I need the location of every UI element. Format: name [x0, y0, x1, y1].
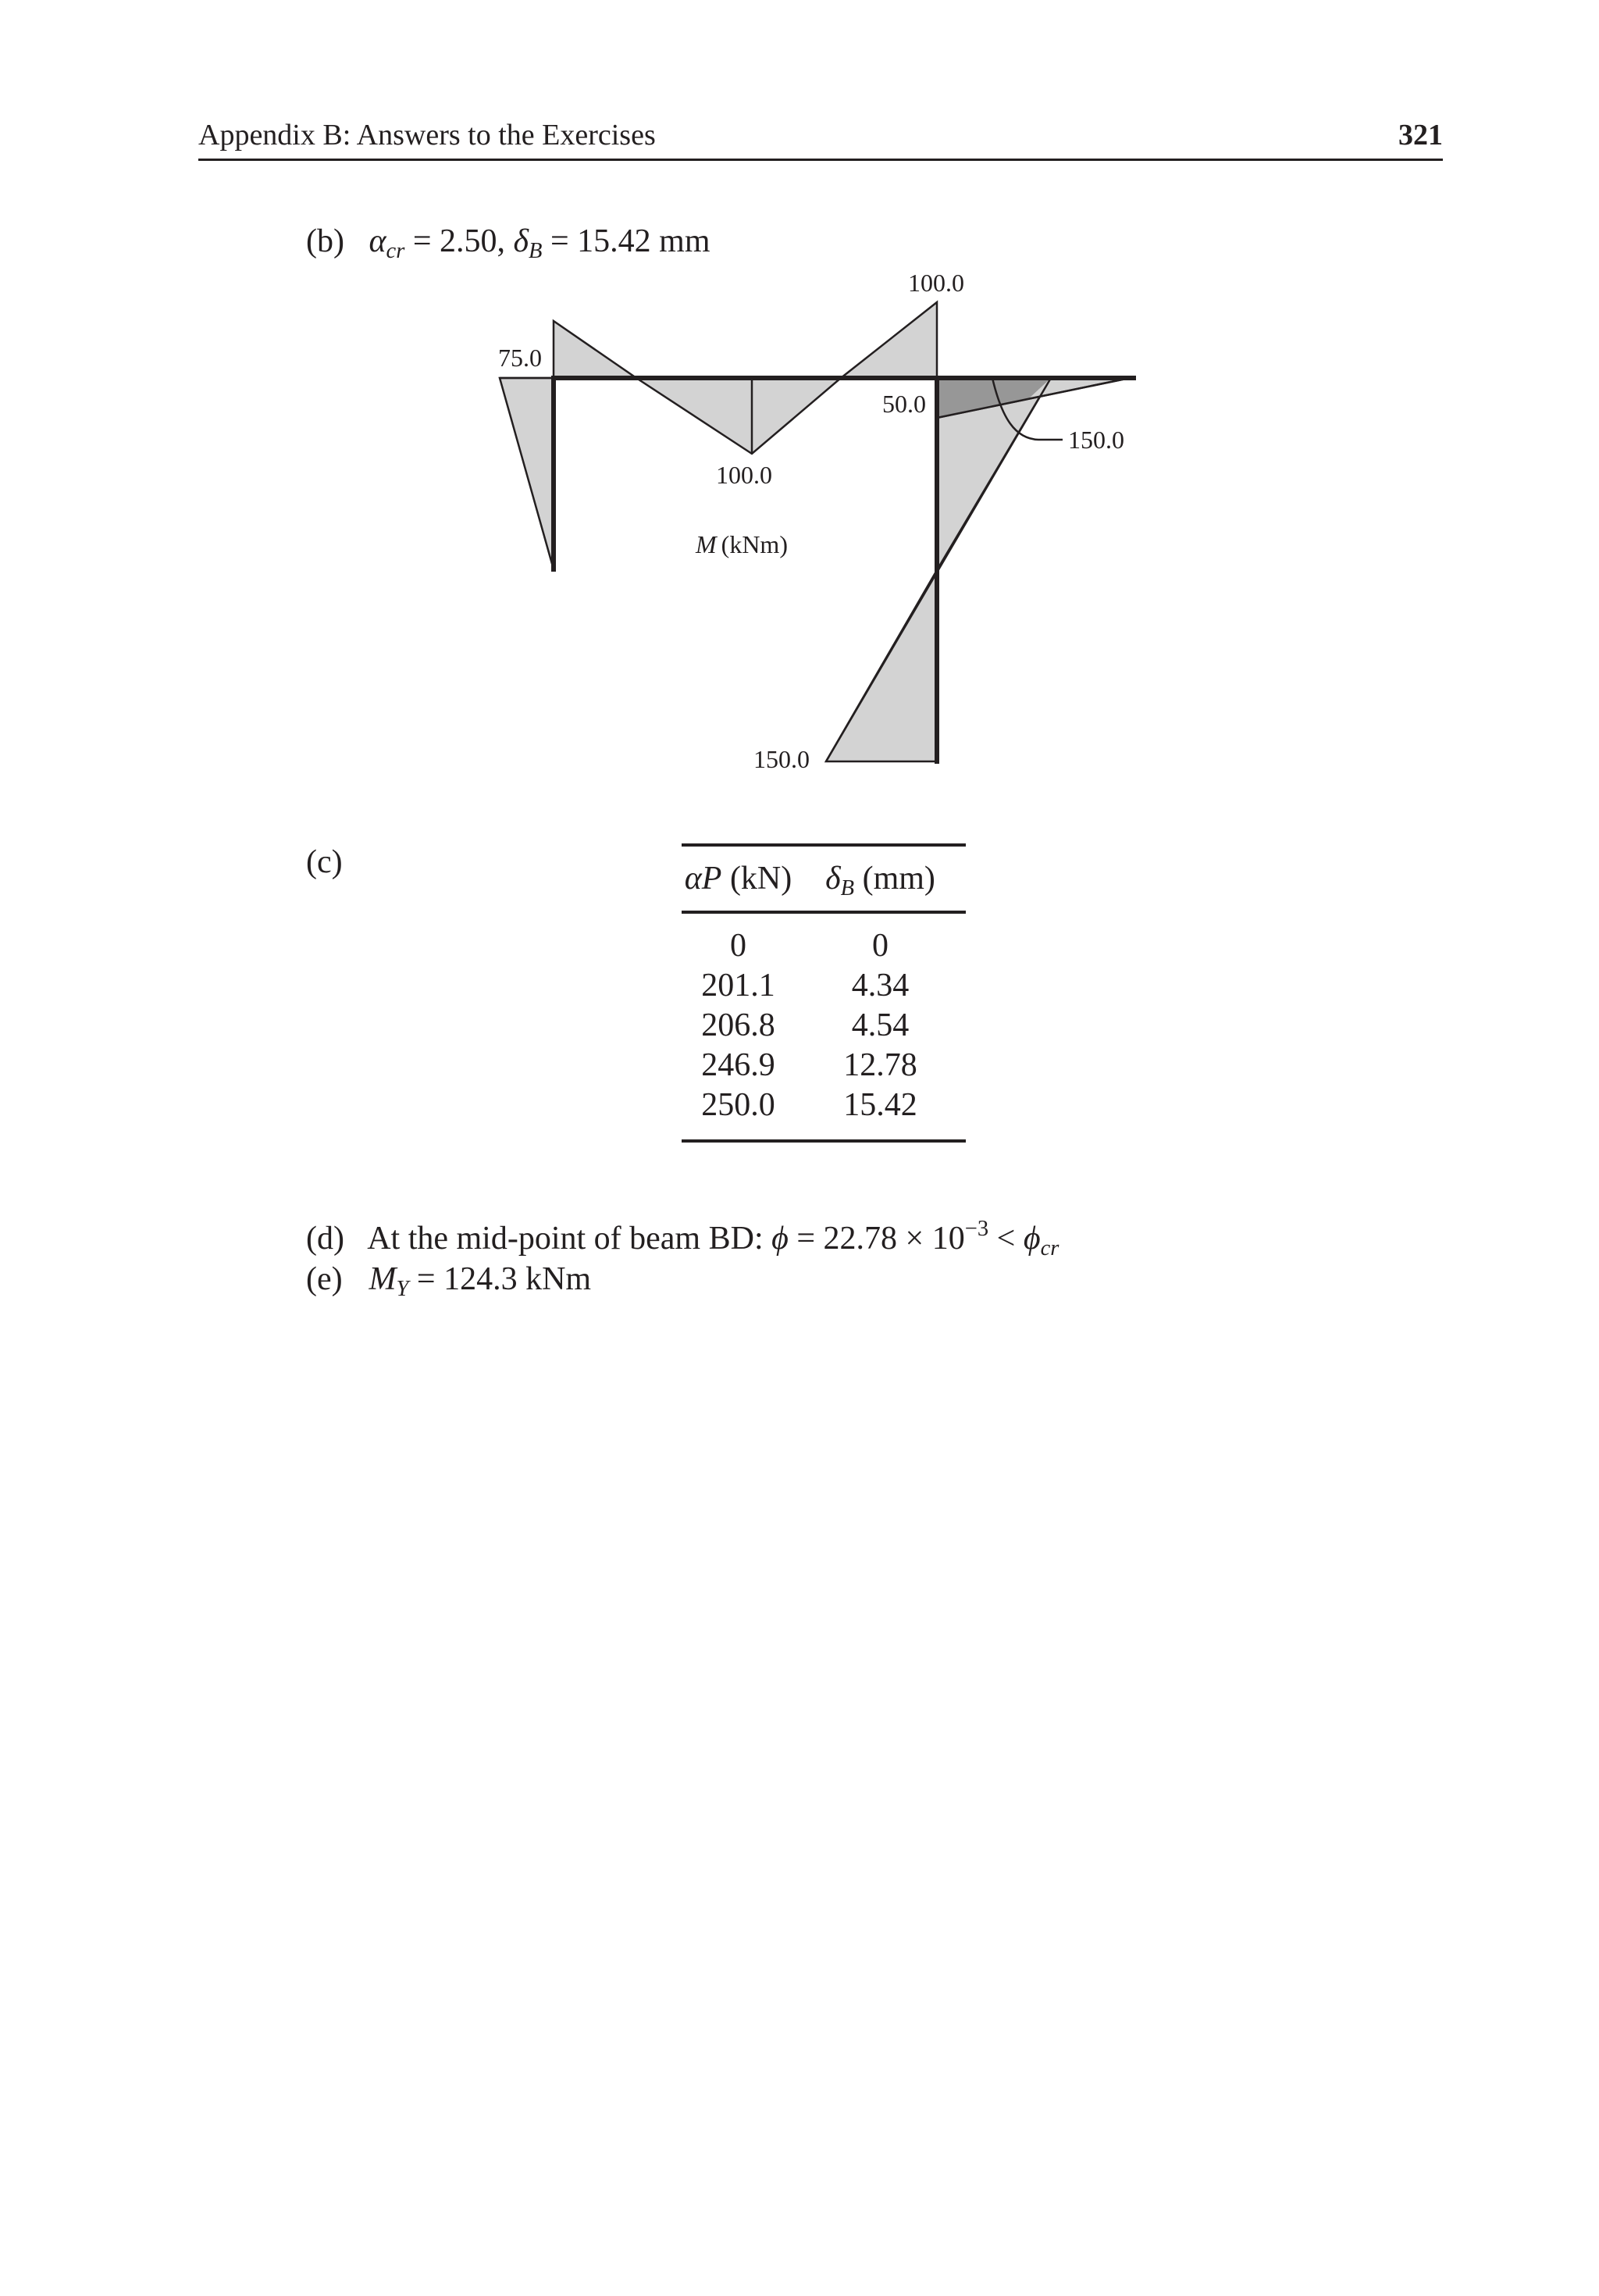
comparison-operator: < [996, 1221, 1016, 1257]
part-d-label: (d) [306, 1221, 344, 1257]
diagram-title-unit: (kNm) [721, 530, 788, 558]
yield-moment-symbol: M [369, 1261, 397, 1297]
running-header-title: Appendix B: Answers to the Exercises [198, 119, 656, 152]
beam-sagging-area [636, 378, 841, 454]
beam-right-hogging-area [841, 302, 937, 378]
table-row: 201.1 4.34 [701, 968, 910, 1004]
delta-subscript: B [529, 238, 543, 263]
phi-exponent: −3 [964, 1216, 989, 1241]
label-left-column-top: 75.0 [498, 344, 542, 372]
load-deflection-table [682, 843, 966, 1143]
alpha-value: = 2.50, [412, 223, 506, 259]
beam-left-hogging-area [554, 321, 636, 378]
label-beam-right-end: 100.0 [908, 269, 964, 297]
delta-symbol: δ [513, 223, 529, 259]
alpha-symbol: α [369, 223, 386, 259]
part-c-label: (c) [306, 844, 343, 880]
part-e-answer [306, 1259, 591, 1300]
diagram-title [695, 530, 788, 558]
label-right-column-top: 50.0 [882, 390, 926, 418]
delta-value: = 15.42 mm [550, 223, 710, 259]
yield-moment-value: = 124.3 kNm [416, 1261, 592, 1297]
table-header [682, 847, 966, 911]
part-d-answer [306, 1218, 1059, 1259]
page-number: 321 [1398, 119, 1443, 152]
header-load: αP (kN) [684, 861, 792, 897]
part-d-text: At the mid-point of beam BD: [367, 1221, 764, 1257]
phi-value: = 22.78 × 10 [796, 1221, 965, 1257]
phi-cr-symbol: ϕ [1023, 1221, 1041, 1257]
alpha-subscript: cr [386, 238, 405, 263]
phi-cr-subscript: cr [1040, 1235, 1059, 1260]
table-row: 250.0 15.42 [701, 1087, 917, 1123]
yield-moment-subscript: Y [396, 1276, 409, 1301]
table-body [682, 914, 966, 1139]
label-callout: 150.0 [1068, 426, 1124, 454]
moment-fill-light [500, 302, 1130, 761]
part-e-label: (e) [306, 1261, 343, 1297]
table-row: 206.8 4.54 [701, 1007, 910, 1043]
table-row: 246.9 12.78 [701, 1047, 917, 1083]
diagram-title-var: M [696, 530, 717, 558]
label-beam-midspan: 100.0 [716, 461, 772, 489]
left-column-moment-area [500, 378, 554, 569]
phi-symbol: ϕ [771, 1221, 789, 1257]
bending-moment-diagram [0, 0, 1599, 859]
label-right-column-bottom: 150.0 [753, 745, 810, 773]
table-row: 0 0 [730, 928, 889, 964]
header-deflection: $\delta_B$ (mm) [825, 861, 935, 900]
table-bottom-rule [682, 1139, 966, 1143]
part-b-label: (b) [306, 223, 344, 259]
